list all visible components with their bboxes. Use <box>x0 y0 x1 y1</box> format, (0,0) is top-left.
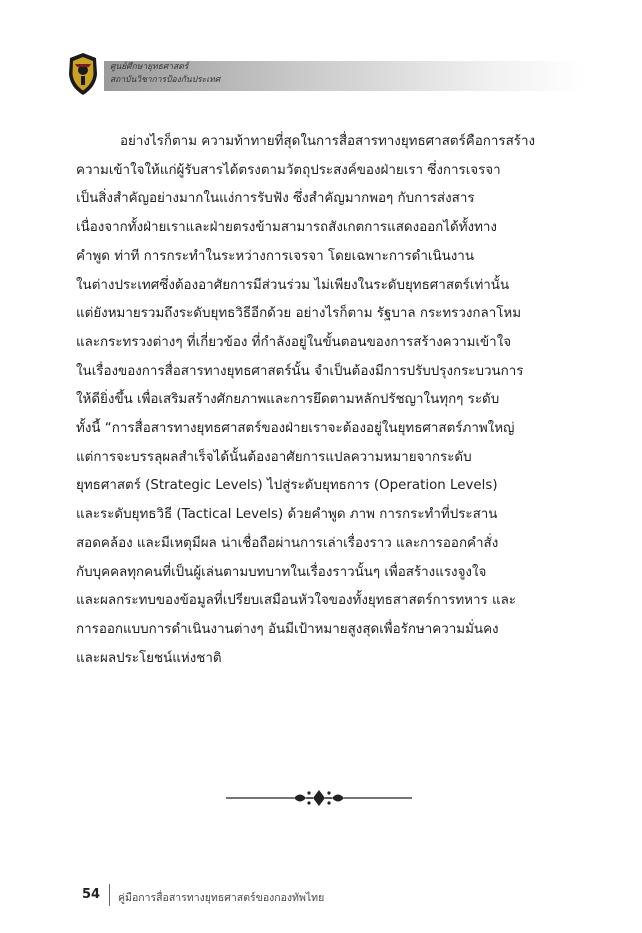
paragraph-line: ยุทธศาสตร์ (Strategic Levels) ไปสู่ระดับยุทธการ (Operation Levels) <box>76 478 498 494</box>
decorative-divider-icon <box>226 786 412 810</box>
paragraph-line: และผลกระทบของข้อมูลที่เปรียบเสมือนหัวใจของทั้งยุทธสาสตร์การทหาร และ <box>76 593 516 609</box>
military-emblem-icon <box>66 52 100 96</box>
paragraph-line: ในต่างประเทศซึ่งต้องอาศัยการมีส่วนร่วม ไม่เพียงในระดับยุทธศาสตร์เท่านั้น <box>76 277 510 293</box>
header-subtitle: สถาบันวิชาการป้องกันประเทศ <box>110 75 221 85</box>
page-number: 54 <box>82 887 101 902</box>
paragraph-line: สอดคล้อง และมีเหตุมีผล น่าเชื่อถือผ่านการเล่าเรื่องราว และการออกคำสั่ง <box>76 535 499 551</box>
footer-divider <box>109 884 110 906</box>
page-header <box>66 52 626 98</box>
paragraph-line: และผลประโยชน์แห่งชาติ <box>76 650 222 666</box>
paragraph-line: ความเข้าใจให้แก่ผู้รับสารได้ตรงตามวัตถุประสงค์ของฝ่ายเรา ซึ่งการเจรจา <box>76 162 501 178</box>
body-paragraph <box>76 128 576 673</box>
paragraph-line: ในเรื่องของการสื่อสารทางยุทธศาสตร์นั้น จำเป็นต้องมีการปรับปรุงกระบวนการ <box>76 363 524 379</box>
paragraph-line: อย่างไรก็ตาม ความท้าทายที่สุดในการสื่อสารทางยุทธศาสตร์คือการสร้าง <box>120 134 535 149</box>
paragraph-line: และระดับยุทธวิธี (Tactical Levels) ด้วยคำพูด ภาพ การกระทำที่ประสาน <box>76 507 498 523</box>
paragraph-line: การออกแบบการดำเนินงานต่างๆ อันมีเป้าหมายสูงสุดเพื่อรักษาความมั่นคง <box>76 621 499 637</box>
paragraph-line: แต่การจะบรรลุผลสำเร็จได้นั้นต้องอาศัยการแปลความหมายจากระดับ <box>76 449 472 465</box>
paragraph-line: กับบุคคลทุกคนที่เป็นผู้เล่นตามบทบาทในเรื่องราวนั้นๆ เพื่อสร้างแรงจูงใจ <box>76 564 487 580</box>
paragraph-line: เนื่องจากทั้งฝ่ายเราและฝ่ายตรงข้ามสามารถสังเกตการแสดงออกได้ทั้งทาง <box>76 220 497 236</box>
paragraph-line: และกระทรวงต่างๆ ที่เกี่ยวข้อง ที่กำลังอยู่ในขั้นตอนของการสร้างความเข้าใจ <box>76 334 512 350</box>
paragraph-line: ให้ดียิ่งขึ้น เพื่อเสริมสร้างศักยภาพและการยึดตามหลักปรัชญาในทุกๆ ระดับ <box>76 392 500 408</box>
paragraph-line: คำพูด ท่าที การกระทำในระหว่างการเจรจา โดยเฉพาะการดำเนินงาน <box>76 248 474 264</box>
paragraph-line: เป็นสิ่งสำคัญอย่างมากในแง่การรับฟัง ซึ่งสำคัญมากพอๆ กับการส่งสาร <box>76 191 475 207</box>
paragraph-line: ทั้งนี้ “การสื่อสารทางยุทธศาสตร์ของฝ่ายเราจะต้องอยู่ในยุทธศาสตร์ภาพใหญ่ <box>76 421 515 437</box>
footer-book-title: คู่มือการสื่อสารทางยุทธศาสตร์ของกองทัพไทย <box>118 892 325 904</box>
paragraph-line: แต่ยังหมายรวมถึงระดับยุทธวิธีอีกด้วย อย่างไรก็ตาม รัฐบาล กระทรวงกลาโหม <box>76 306 522 322</box>
header-title: ศูนย์ศึกษายุทธศาสตร์ <box>110 62 189 72</box>
